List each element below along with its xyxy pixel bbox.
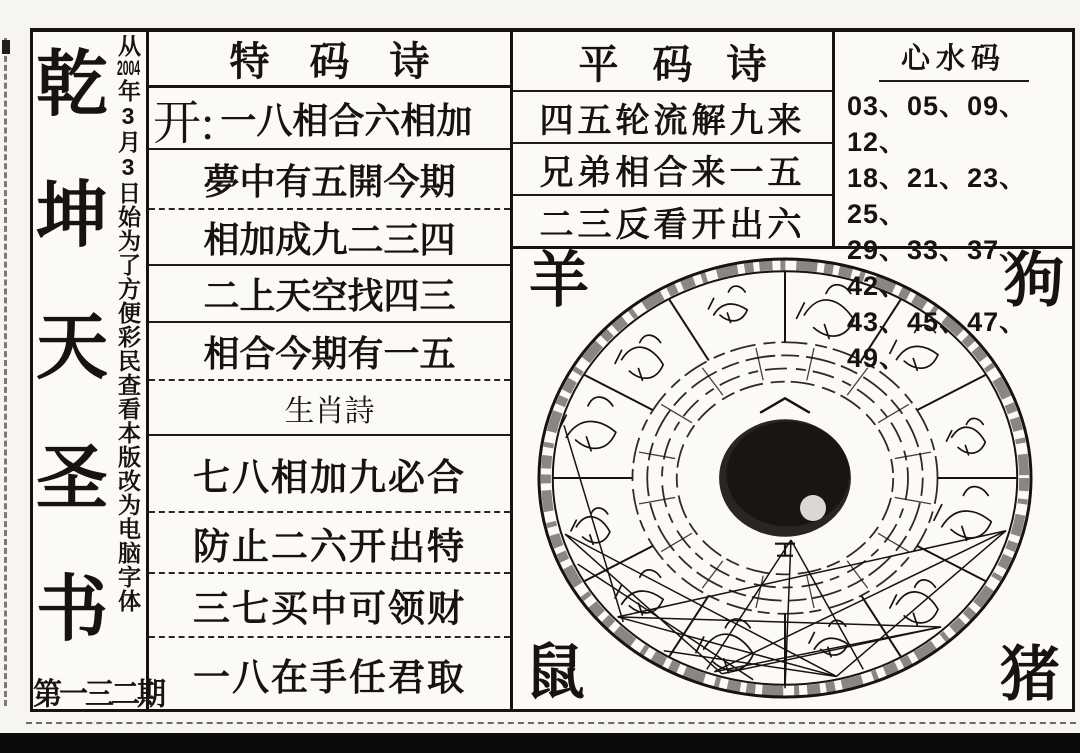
zodiac-poem-line <box>149 436 510 513</box>
title-char: 坤 <box>35 173 108 258</box>
open-prefix: 开: <box>153 96 215 150</box>
note-rest: 年3月3日始为了方便彩民查看本版改为电脑字体 <box>115 79 141 613</box>
poem-text: 相加成九二三四 <box>203 219 456 260</box>
corner-label-goat: 羊 <box>529 248 589 314</box>
normal-poem-panel <box>513 32 835 246</box>
issue-number: 第一三二期 <box>33 678 164 712</box>
normal-poem-line: 二三反看开出六 <box>539 206 806 244</box>
zodiac-poem-line <box>149 574 510 638</box>
title-char: 天 <box>35 304 108 389</box>
note-year: 2004 <box>116 58 141 79</box>
heart-codes-panel <box>835 32 1072 373</box>
zodiac-title-text: 生肖詩 <box>284 394 375 428</box>
special-poem-line <box>149 150 510 210</box>
heart-codes-row: 43、45、47、49、 <box>847 307 1028 373</box>
scan-streak-line <box>26 722 1076 724</box>
poem-text: 一八在手任君取 <box>193 655 466 699</box>
note-prefix: 从 <box>115 34 141 58</box>
bottom-scan-bar <box>0 733 1080 753</box>
corner-label-dog: 狗 <box>1004 248 1064 314</box>
poem-text: 七八相加九必合 <box>193 455 466 499</box>
special-poem-column <box>149 32 513 709</box>
edition-note-vertical <box>108 34 148 684</box>
zodiac-wheel-section <box>513 249 1072 709</box>
heart-codes-row: 03、05、09、12、 <box>847 91 1028 157</box>
corner-label-rat: 鼠 <box>525 640 585 706</box>
normal-poem-title: 平码诗 <box>513 32 832 92</box>
page-title <box>35 42 109 651</box>
special-poem-line <box>149 266 510 323</box>
left-title-strip <box>33 32 164 712</box>
special-poem-line <box>149 210 510 266</box>
page-frame <box>30 28 1075 712</box>
poem-text: 二上天空找四三 <box>203 276 456 316</box>
right-top-panels <box>513 32 1072 373</box>
zodiac-wheel-svg <box>513 249 1072 709</box>
poem-text: 夢中有五開今期 <box>203 161 456 202</box>
heart-codes-row: 29、33、37、42、 <box>847 235 1028 301</box>
zodiac-poem-title <box>149 381 510 436</box>
special-poem-line <box>149 323 510 381</box>
heart-codes-row: 18、21、23、25、 <box>847 163 1028 229</box>
poem-text: 防止二六开出特 <box>193 524 466 568</box>
special-poem-title: 特码诗 <box>149 32 510 88</box>
poem-text: 三七买中可领财 <box>193 587 466 630</box>
title-char: 圣 <box>35 435 108 520</box>
special-poem-line <box>149 88 510 150</box>
corner-label-pig: 猪 <box>1000 642 1060 708</box>
normal-poem-line: 四五轮流解九来 <box>513 92 832 144</box>
title-char: 乾 <box>35 42 108 126</box>
title-char: 书 <box>35 567 108 651</box>
scan-speck <box>2 40 10 54</box>
normal-poem-line: 兄弟相合来一五 <box>513 144 832 196</box>
heart-codes-title: 心水码 <box>879 36 1029 82</box>
poem-text: 相合今期有一五 <box>203 333 456 374</box>
zodiac-poem-line <box>149 638 510 709</box>
scan-edge-dashes <box>4 38 7 706</box>
zodiac-poem-line <box>149 513 510 574</box>
poem-text: 一八相合六相加 <box>220 100 473 141</box>
